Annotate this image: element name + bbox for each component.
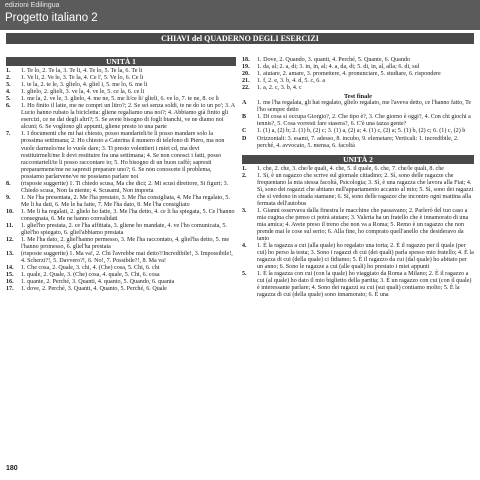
answer-item <box>6 89 236 96</box>
answer-item <box>242 114 474 128</box>
answer-number: 2. <box>6 75 11 82</box>
answer-number: 1. <box>6 68 11 74</box>
right-column <box>242 57 474 300</box>
answer-text: 1. me l'ha regalata, gli hai regalato, glielo regalato, me l'aveva detto, ce l'hanno fatto, Te l'ho sempre detto <box>257 100 472 114</box>
answer-item <box>6 181 236 195</box>
answer-number: 3. <box>6 82 11 89</box>
answer-number: 1. <box>242 165 247 172</box>
answer-text: 1. Sì, è un ragazzo che scrive sul giornale cittadino; 2. Sì, sono delle ragazze che frequentano la mia stessa facoltà, Psicologia; 3. Sì, è una ragazza che lavora alla Fiat; 4. Sì, sono dei ragazzi che abitano nell'appartamento accanto al mio; 5. Sì, sono dei ragazzi che si vedono in strada stamane; 6. Sì, sono delle ragazze che incontro ogni mattina alla fermata dell'autobus <box>257 172 474 207</box>
answer-item <box>6 82 236 89</box>
left-column <box>6 68 236 294</box>
answer-item <box>6 131 236 180</box>
answer-number: B <box>242 114 247 121</box>
answer-number: 14. <box>6 265 14 272</box>
answer-number: 5. <box>6 96 11 103</box>
answer-item <box>6 103 236 131</box>
answer-item <box>6 251 236 265</box>
answer-number: A <box>242 100 247 107</box>
answer-number: 7. <box>6 131 11 138</box>
answer-text: 1. quante, 2. Perché, 3. Quanti, 4. quanto, 5. Quando, 6. quanta <box>21 279 175 286</box>
answer-item <box>242 166 474 173</box>
answer-item <box>6 68 236 75</box>
answer-number: 9. <box>6 194 11 201</box>
answer-text: 1. Me l'ha dato, 2. gliel'hanno permesso, 3. Me l'ha raccontato, 4. gliel'ha detto, 5. me l'hanno promesso, 6. gliel'ha prestata <box>21 237 230 251</box>
answer-text: 1. Dove, 2. Quando, 3. quanti, 4. Perché, 5. Quante, 6. Quando <box>257 57 410 63</box>
answer-number: 15. <box>6 272 14 279</box>
answer-number: 6. <box>6 103 11 110</box>
answer-text: Orizzontali: 3. esami, 7. adesso, 8. incubo, 9. elemetare; Verticali: 1. incredibile, 2. perché, 4. avvocato, 5. mensa, 6. facoltà <box>257 135 459 149</box>
page-number: 180 <box>6 465 18 472</box>
answer-text: 1. gliel'ho prestata, 2. ce l'ha affittata, 3. gliene ho mandate, 4. ve l'ho comunicata, 5. gliel'ho spiegato, 6. gliel'abbiamo prestata <box>21 223 227 237</box>
answer-text: (risposte suggerite) 1. Ti chiedo scusa, Ma che dici; 2. Mi scusi direttore, Si figuri; 3. Chiedo scusa, Non fa niente; 4. Scusami, Non importa <box>21 180 229 194</box>
answer-text: 1. Di cosa si occupa Giorgio?, 2. Che tipo è?, 3. Che giorno è oggi?, 4. Con chi giochi a tennis?, 5. Cosa vorresti fare stasera?, 6. C'è una tazza gente? <box>257 114 471 128</box>
answer-number: 4. <box>6 89 11 96</box>
answer-item <box>6 286 236 293</box>
unit-2-items <box>242 166 474 300</box>
answer-text: 1. che, 2. che, 3. che/le quali, 4. che, 5. il quale, 6. che, 7. che/le quali, 8. che <box>257 165 444 172</box>
answer-text: 1. (1) a, (2) b; 2. (1) b, (2) c; 3. (1) a, (2) a; 4. (1) c, (2) a; 5. (1) b, (2) c; 6. (1) c, (2) b <box>257 128 466 135</box>
answer-text: 1. f, 2. e, 3. b, 4. d, 5. c, 6. a <box>257 78 326 85</box>
answer-text: 1. Ve li, 2. Ve le, 3. Te la, 4. Ce l', 5. Ve lo, 6. Ce li <box>21 75 144 82</box>
answer-text: 1. È la ragazza a cui (alla quale) ho regalato una torta; 2. È il ragazzo per il quale (per cui) ho perso la testa; 3. Sono i ragazzi di cui (dei quali) parla spesso mio fratello; 4. È la ragazza di cui (della quale) ci fidiamo; 5. È il ragazzo da cui (dal quale) ho abitato per un anno; 6. Sono le ragazze a cui (alle quali) ho prestato i miei appunti <box>257 243 474 271</box>
answer-text: 1. a, 2. c, 3. b, 4. c <box>257 85 302 92</box>
answer-number: 5. <box>242 271 247 278</box>
answer-number: C <box>242 128 247 135</box>
answer-item <box>6 223 236 237</box>
answer-item <box>242 85 474 92</box>
answer-number: 17. <box>6 286 14 293</box>
answer-text: 1. Ne l'ha presentata, 2. Me l'ha prestato, 3. Me l'ha consigliata, 4. Me l'ha regalato, 5. Me li ha dati, 6. Me le ha fatte, 7. Me l'ha dato, 8. Me l'ha consigliato <box>21 194 230 208</box>
answer-item <box>242 208 474 243</box>
answer-number: 13. <box>6 251 14 258</box>
answer-item <box>6 279 236 286</box>
publisher-name: edizioni Edilingua <box>5 2 60 9</box>
unit-1-continued <box>242 57 474 92</box>
answer-item <box>6 75 236 82</box>
answer-text: 1. Gianni osservava dalla finestra le macchine che passavano; 2. Parlerò del tuo caso a mia cugina che penso ci potrà aiutare; 3. Valeria ha un fratello che è innamorato di una mia amica; 4. Avete preso il treno che non va a Roma; 5. Remo è un ragazzo che non prende mai le cose sul serio; 6. Alla fine, ho comprato quell'anello che desideravo da tanto <box>257 207 469 243</box>
answer-text: 1. me la, 2. ve le, 3. glielo, 4. me ne, 5. me li/ce li/ glieli, 6. ve lo, 7. te ne, 8. ce li <box>21 96 219 103</box>
answer-item <box>242 271 474 299</box>
answer-number: 21. <box>242 78 250 85</box>
answer-item <box>6 195 236 209</box>
answer-item <box>242 243 474 271</box>
answer-text: 1. te la, 2. te le, 3. glielo, 4. gliel i, 5. me lo, 6. me li <box>21 82 148 89</box>
answer-number: 2. <box>242 172 247 179</box>
answer-text: 1. dove, 2. Perché, 3. Quanti, 4. Quanto, 5. Perché, 6. Quale <box>21 286 167 293</box>
answer-number: 3. <box>242 207 247 214</box>
answer-number: 22. <box>242 85 250 92</box>
answer-number: 18. <box>242 57 250 63</box>
book-title: Progetto italiano 2 <box>5 12 98 24</box>
answer-text: (risposte suggerite) 1. Ma va!, 2. Chi l'avrebbe mai detto?/Incredibile!, 3. Impossibile!, 4. Scherzi?!, 5. Davvero?!, 6. No!, 7. Possibile?!, 8. Ma va! <box>21 251 233 265</box>
answer-text: 1. Ho finito il latte, me ne compri un litro?; 2. Se sei senza soldi, te ne do io un po'; 3. A Lucio hanno rubato la bicicletta: gliene regaliamo una noi?; 4. Abbiamo già finito gli esercizi, ce ne dai degli altri?; 5. Se avete bisogno di fogli bianchi, ve ne diamo noi alcuni; 6. Se vogliono gli appunti, gliene presto io una parte <box>21 103 235 131</box>
answer-text: 1. Che cosa, 2. Quale, 3. chi, 4. (Che) cosa, 5. Chi, 6. chi <box>21 265 160 272</box>
answer-item <box>242 136 474 150</box>
answer-item <box>242 78 474 85</box>
answer-item <box>6 272 236 279</box>
answer-text: 1. glielo, 2. glieli, 3. ve la, 4. ve le, 5. ce la, 6. ce li <box>21 89 145 96</box>
answer-number: 11. <box>6 223 14 230</box>
answer-text: 1. quale, 2. Quale, 3. (Che) cosa, 4. quale, 5. Chi, 6. cosa <box>21 272 160 279</box>
answer-number: 12. <box>6 237 14 244</box>
answer-item <box>242 128 474 135</box>
answer-number: 20. <box>242 71 250 78</box>
answer-item <box>242 57 474 64</box>
page-header <box>0 0 480 30</box>
answer-text: 1. Me li ha regalati, 2. glielo ho fatte, 3. Me l'ha detto, 4. ce li ha spiegata, 5. Ce l'hanno consegnata, 6. Me ne hanno convalidati <box>21 208 235 222</box>
answer-item <box>6 209 236 223</box>
answer-number: 10. <box>6 208 14 215</box>
answer-item <box>242 173 474 208</box>
test-finale-items <box>242 100 474 149</box>
section-title: CHIAVI del QUADERNO DEGLI ESERCIZI <box>6 33 474 44</box>
answer-number: 8. <box>6 180 11 187</box>
answer-number: D <box>242 135 247 142</box>
answer-item <box>242 64 474 71</box>
answer-text: 1. da, al; 2. a, di; 3. in, in, al; 4. a, da, di; 5. di, in, al, alla; 6. di, sul <box>257 64 420 71</box>
answer-text: 1. aiutare, 2. amare, 3. promettere, 4. pronunciare, 5. studiare, 6. rispondere <box>257 71 441 78</box>
answer-item <box>242 100 474 114</box>
answer-text: 1. È la ragazza con cui (con la quale) ho viaggiato da Roma a Milano; 2. È il ragazzo a cui (al quale) ho dato il mio biglietto della partita; 3. È un ragazzo con cui (con il quale) è interessante parlare; 4. Sono dei ragazzi su cui (sui quali) contiamo molto; 5. È la ragazza di cui (della quale) sono innamorato; 6. È una <box>257 271 472 299</box>
unit-1-heading: UNITÀ 1 <box>6 57 236 66</box>
answer-item <box>6 237 236 251</box>
answer-number: 19. <box>242 64 250 71</box>
test-finale-label: Test finale <box>344 93 372 101</box>
unit-2-heading: UNITÀ 2 <box>242 155 474 164</box>
answer-number: 4. <box>242 243 247 250</box>
answer-text: 1. I documenti che mi hai chiesto, posso mandarteli/te li posso mandare solo la prossima settimana; 2. Ho chiesto a Caterina il numero di telefono di Piero, ma non vuole darmelo/me lo vuole dare; 3. Ti presto volentieri i miei cd, ma devi restituirmeli/me li devi restituire fra una settimana; 4. Se non conosci i fatti, posso raccontarteli/te li posso raccontare io; 5. Ho bisogno di un buon caffè; sapresti prepararmene/me ne sapresti preparare uno?; 6. Se non conoscete il problema, possiamo parlarvene/ve ne possiamo parlare noi <box>21 131 225 180</box>
answer-number: 16. <box>6 279 14 286</box>
answer-text: 1. Te lo, 2. Te la, 3. Te li, 4. Te lo, 5. Te la, 6. Te li <box>21 68 143 74</box>
